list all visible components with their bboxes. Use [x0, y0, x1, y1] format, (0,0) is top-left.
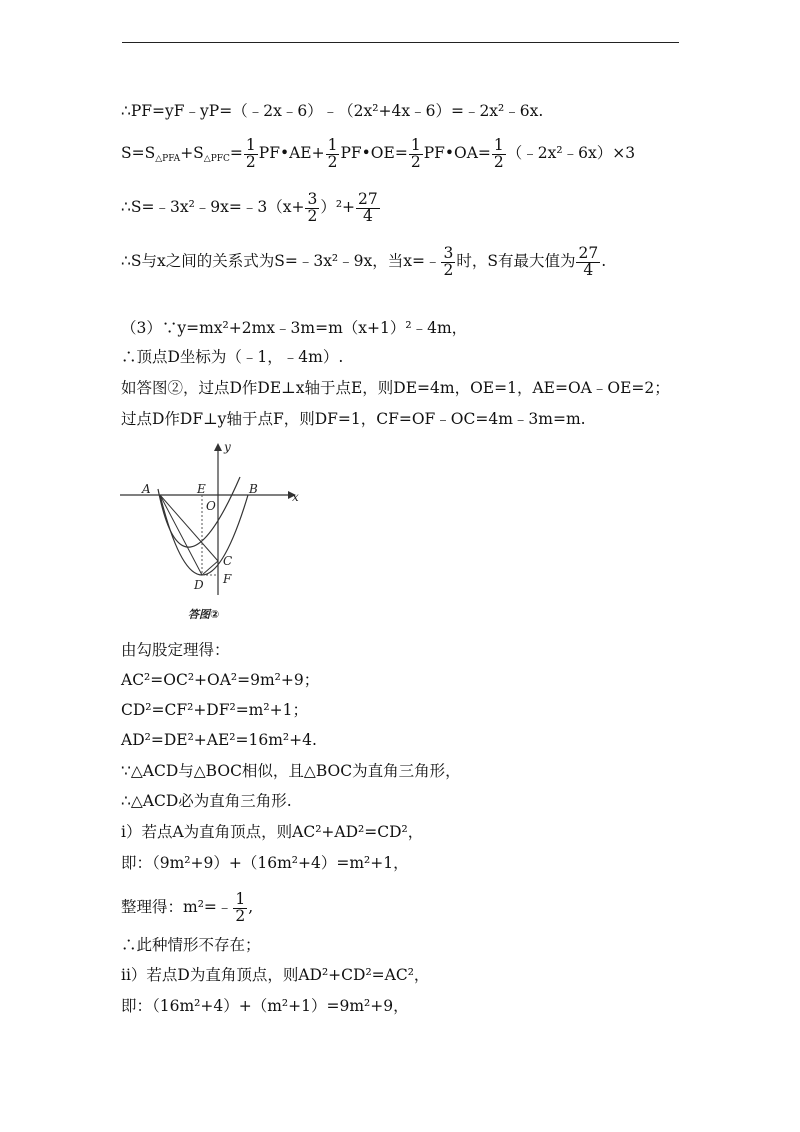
fraction: $\frac{3}{2}$	[307, 190, 318, 225]
line-part3: （3）∵y=mx²+2mx﹣3m=m（x+1）²﹣4m，	[121, 319, 468, 337]
fraction: $\frac{27}{4}$	[358, 190, 378, 225]
answer-figure-2	[120, 437, 305, 631]
fraction: $\frac{1}{2}$	[493, 136, 504, 171]
fraction: $\frac{27}{4}$	[578, 244, 599, 279]
line-s-area: $S=S_{\triangle PFA}+S_{\triangle PFC}=$ $\frac{1}{2}$ PF•AE+ $\frac{1}{2}$ PF•OE= $\frac{1}{2}$ PF•OA= $\frac{1}{2}$ （﹣2x²﹣6x）×3	[121, 136, 636, 171]
fraction: $\frac{1}{2}$	[235, 890, 246, 925]
fraction: $\frac{1}{2}$	[410, 136, 421, 171]
line-de: 如答图②，过点D作DE⊥x轴于点E，则DE=4m，OE=1，AE=OA﹣OE=2；	[121, 379, 670, 397]
line-similar: ∵△ACD与△BOC相似，且△BOC为直角三角形，	[121, 762, 461, 780]
line-case-i-none: ∴此种情形不存在；	[121, 936, 261, 954]
line-case-i-result: 整理得：m²=﹣ $\frac{1}{2}$ ,	[121, 890, 254, 925]
y-axis-arrow-icon	[214, 443, 222, 451]
label-y: y	[224, 440, 231, 454]
line-vertex-d: ∴顶点D坐标为（﹣1，﹣4m）.	[121, 348, 344, 366]
line-df: 过点D作DF⊥y轴于点F，则DF=1，CF=OF﹣OC=4m﹣3m=m.	[121, 410, 586, 428]
line-case-ii: ii）若点D为直角顶点，则AD²+CD²=AC²，	[121, 966, 430, 984]
label-e: E	[197, 482, 206, 496]
label-c: C	[223, 554, 233, 568]
line-pf: ∴PF=yF﹣yP=（﹣2x﹣6）﹣（2x²+4x﹣6）=﹣2x²﹣6x.	[121, 102, 544, 120]
label-b: B	[249, 482, 258, 496]
figure-caption: 答图②	[188, 608, 220, 621]
line-s-conclusion: ∴S与x之间的关系式为S=﹣3x²﹣9x，当x=﹣ $\frac{3}{2}$ 时，S有最大值为 $\frac{27}{4}$ .	[121, 244, 607, 279]
header-rule	[122, 42, 679, 43]
label-o: O	[206, 499, 216, 513]
fraction: $\frac{3}{2}$	[443, 244, 454, 279]
fraction: $\frac{1}{2}$	[245, 136, 256, 171]
line-pythagoras: 由勾股定理得：	[121, 641, 230, 659]
line-case-i: i）若点A为直角顶点，则AC²+AD²=CD²，	[121, 823, 424, 841]
line-s-vertex-form: ∴S=﹣3x²﹣9x=﹣3（x+ $\frac{3}{2}$ ）²+ $\frac{27}{4}$	[121, 190, 378, 225]
line-ac2: AC²=OC²+OA²=9m²+9；	[121, 671, 320, 689]
label-f: F	[223, 572, 232, 586]
line-right-triangle: ∴△ACD必为直角三角形.	[121, 792, 292, 810]
line-case-i-eq: 即：（9m²+9）+（16m²+4）=m²+1，	[121, 854, 409, 872]
line-cd2: CD²=CF²+DF²=m²+1；	[121, 701, 308, 719]
label-x: x	[292, 490, 299, 504]
label-a: A	[142, 482, 151, 496]
label-d: D	[194, 578, 204, 592]
line-case-ii-eq: 即：（16m²+4）+（m²+1）=9m²+9，	[121, 997, 409, 1015]
fraction: $\frac{1}{2}$	[327, 136, 338, 171]
line-ad2: AD²=DE²+AE²=16m²+4.	[121, 731, 317, 749]
